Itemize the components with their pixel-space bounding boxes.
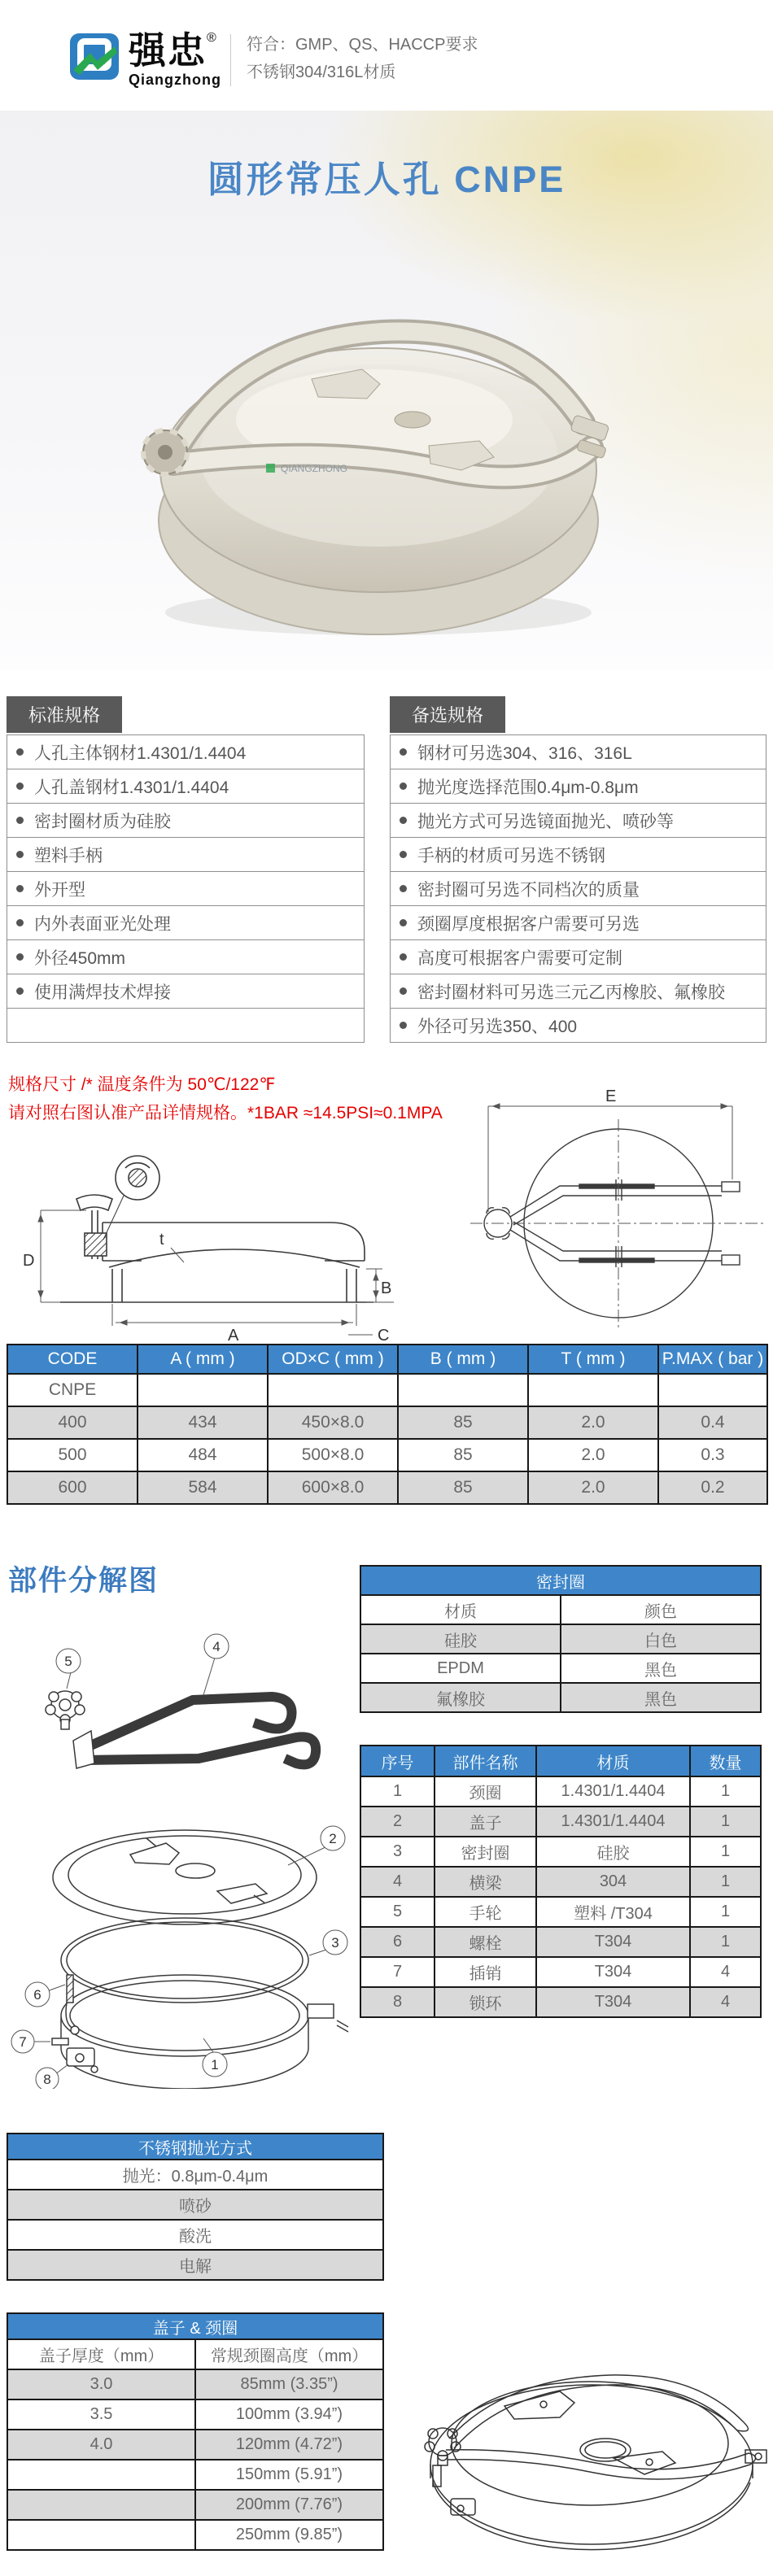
header-taglines (247, 31, 478, 86)
top-view-drawing (449, 1083, 771, 1332)
brand-name-cn: 强忠 (129, 29, 207, 72)
optional-specs-box (390, 696, 766, 1043)
cell (268, 1374, 398, 1406)
cell: 酸洗 (7, 2220, 383, 2250)
cell: 插销 (435, 1957, 536, 1987)
cell: 黑色 (561, 1683, 761, 1712)
polish-table-title: 不锈钢抛光方式 (7, 2134, 383, 2160)
cell: 电解 (7, 2250, 383, 2280)
cell (528, 1374, 658, 1406)
cell: 1.4301/1.4404 (536, 1807, 690, 1837)
cell: 密封圈 (435, 1837, 536, 1867)
spec-item (390, 837, 766, 872)
spec-item-text: 抛光度选择范围0.4μm-0.8μm (417, 778, 639, 797)
callout-3: 3 (331, 1935, 339, 1951)
cell: 250mm (9.85”) (195, 2520, 383, 2550)
spec-item (390, 769, 766, 804)
spec-item-text: 外径可另选350、400 (417, 1017, 578, 1036)
table-row (360, 1683, 761, 1712)
cell: 450×8.0 (268, 1406, 398, 1439)
cell: T304 (536, 1927, 690, 1957)
table-row (7, 2430, 383, 2460)
spec-item (7, 939, 365, 974)
table-row (360, 1624, 761, 1654)
cell: 颈圈 (435, 1776, 536, 1807)
cell: 85mm (3.35”) (195, 2369, 383, 2399)
spec-item-text: 手柄的材质可另选不锈钢 (417, 846, 605, 865)
brand-name-en: Qiangzhong (129, 72, 221, 88)
spec-item-text: 高度可根据客户需要可定制 (417, 948, 622, 968)
cell: 螺栓 (435, 1927, 536, 1957)
cell: 4 (690, 1957, 761, 1987)
cell: 434 (138, 1406, 268, 1439)
callout-2: 2 (329, 1831, 337, 1846)
callout-5: 5 (64, 1654, 72, 1669)
cell: 7 (360, 1957, 435, 1987)
spec-item (390, 803, 766, 838)
cell: 304 (536, 1867, 690, 1897)
spec-item-text: 钢材可另选304、316、316L (417, 743, 632, 763)
cell: 4 (360, 1867, 435, 1897)
col-a: A ( mm ) (138, 1345, 268, 1374)
cell: 3.5 (7, 2399, 195, 2430)
spec-item-text: 密封圈可另选不同档次的质量 (417, 880, 640, 900)
col-cover-thickness: 盖子厚度（mm） (7, 2339, 195, 2369)
cell: 100mm (3.94”) (195, 2399, 383, 2430)
cell: 氟橡胶 (360, 1683, 561, 1712)
cell: 锁环 (435, 1987, 536, 2017)
spec-item (390, 734, 766, 769)
page-header (0, 0, 773, 111)
table-row (7, 2460, 383, 2490)
cover-neck-title: 盖子 & 颈圈 (7, 2313, 383, 2339)
cell: 塑料 /T304 (536, 1897, 690, 1927)
bullet-icon (16, 782, 24, 790)
col-odc: OD×C ( mm ) (268, 1345, 398, 1374)
dimension-table-header (7, 1345, 767, 1374)
spec-item-text: 颈圈厚度根据客户需要可另选 (417, 914, 640, 934)
cell: 抛光：0.8μm-0.4μm (7, 2160, 383, 2190)
cell: T304 (536, 1987, 690, 2017)
polishing-methods-table (7, 2133, 384, 2281)
optional-specs-title: 备选规格 (390, 696, 505, 733)
cell: 500×8.0 (268, 1439, 398, 1471)
table-row (7, 2160, 383, 2190)
cell: 2.0 (528, 1471, 658, 1504)
col-t: T ( mm ) (528, 1345, 658, 1374)
seal-ring-table (360, 1565, 762, 1713)
col-material: 材质 (536, 1746, 690, 1776)
center-boss (395, 412, 430, 428)
spec-item-text: 人孔主体钢材1.4301/1.4404 (34, 743, 247, 763)
cell: 85 (398, 1439, 528, 1471)
cover-neck-table (7, 2312, 384, 2551)
cell: 2.0 (528, 1439, 658, 1471)
col-index: 序号 (360, 1746, 435, 1776)
cell: 4.0 (7, 2430, 195, 2460)
spec-item (7, 734, 365, 769)
table-row (7, 2190, 383, 2220)
bullet-icon (400, 782, 407, 790)
table-row (7, 1439, 767, 1471)
table-row (7, 2399, 383, 2430)
spec-item-text: 密封圈材料可另选三元乙丙橡胶、氟橡胶 (417, 983, 725, 1002)
cell: 1 (690, 1927, 761, 1957)
cell: 手轮 (435, 1897, 536, 1927)
standard-specs-box (7, 696, 365, 1043)
cell: 1.4301/1.4404 (536, 1776, 690, 1807)
cell: 150mm (5.91”) (195, 2460, 383, 2490)
table-row (360, 1987, 761, 2017)
cell: 3 (360, 1837, 435, 1867)
callout-1: 1 (211, 2057, 219, 2073)
table-row (7, 1374, 767, 1406)
hero-section (0, 111, 773, 670)
col-neck-height: 常规颈圈高度（mm） (195, 2339, 383, 2369)
standard-specs-title: 标准规格 (7, 696, 122, 733)
cell: 1 (690, 1867, 761, 1897)
spec-item-text: 外开型 (34, 880, 85, 900)
cell: 硅胶 (360, 1624, 561, 1654)
bullet-icon (16, 987, 24, 995)
table-row (7, 2369, 383, 2399)
table-row (360, 1595, 761, 1624)
spec-item (390, 905, 766, 940)
bullet-icon (16, 748, 24, 756)
cell: 4 (690, 1987, 761, 2017)
spec-item (7, 905, 365, 940)
table-row (7, 2220, 383, 2250)
table-row (7, 2520, 383, 2550)
exploded-view-drawing (10, 1609, 352, 2089)
cell: T304 (536, 1957, 690, 1987)
dim-label-t: t (159, 1231, 164, 1249)
callout-8: 8 (43, 2072, 51, 2087)
col-qty: 数量 (690, 1746, 761, 1776)
cell: 200mm (7.76”) (195, 2490, 383, 2520)
table-row (360, 1927, 761, 1957)
cell: 3.0 (7, 2369, 195, 2399)
cell: 0.4 (658, 1406, 767, 1439)
bullet-icon (16, 817, 24, 824)
brand-logo (68, 31, 221, 89)
cell: 白色 (561, 1624, 761, 1654)
dim-label-E: E (605, 1087, 617, 1105)
cell: 1 (360, 1776, 435, 1807)
bullet-icon (16, 919, 24, 926)
bullet-icon (400, 885, 407, 892)
handwheel (143, 430, 187, 474)
cell: 584 (138, 1471, 268, 1504)
bullet-icon (16, 953, 24, 961)
cell: 1 (690, 1776, 761, 1807)
isometric-drawing (400, 2328, 771, 2572)
cell (398, 1374, 528, 1406)
cell: 喷砂 (7, 2190, 383, 2220)
cell: 1 (690, 1897, 761, 1927)
cell: 85 (398, 1406, 528, 1439)
callout-7: 7 (19, 2034, 27, 2050)
brand-text (129, 31, 221, 89)
cell: 120mm (4.72”) (195, 2430, 383, 2460)
cell: 400 (7, 1406, 138, 1439)
cell: 材质 (360, 1595, 561, 1624)
bullet-icon (400, 1022, 407, 1029)
cell: CNPE (7, 1374, 138, 1406)
spec-item (7, 803, 365, 838)
spec-item (390, 1008, 766, 1043)
product-photo (94, 202, 663, 657)
header-divider (230, 34, 231, 86)
registered-mark: ® (207, 31, 216, 45)
bullet-icon (16, 885, 24, 892)
page-title: 圆形常压人孔 CNPE (207, 159, 566, 200)
cell: 2.0 (528, 1406, 658, 1439)
table-row (7, 1406, 767, 1439)
table-row (7, 1471, 767, 1504)
spec-item-text: 塑料手柄 (34, 846, 103, 865)
dim-label-A: A (228, 1327, 239, 1342)
bullet-icon (400, 919, 407, 926)
table-row (360, 1807, 761, 1837)
side-view-drawing (11, 1137, 394, 1342)
cell: 1 (690, 1837, 761, 1867)
bullet-icon (400, 953, 407, 961)
dim-label-D: D (23, 1252, 35, 1270)
spec-item (7, 871, 365, 906)
cell (7, 2520, 195, 2550)
spec-item-text: 抛光方式可另选镜面抛光、喷砂等 (417, 812, 674, 831)
bullet-icon (400, 817, 407, 824)
spec-item-text: 人孔盖钢材1.4301/1.4404 (34, 778, 229, 797)
table-row (7, 2339, 383, 2369)
cell: EPDM (360, 1654, 561, 1683)
spec-item (7, 974, 365, 1009)
spec-item (390, 974, 766, 1009)
bullet-icon (400, 748, 407, 756)
cell: 8 (360, 1987, 435, 2017)
cell: 黑色 (561, 1654, 761, 1683)
table-row (360, 1776, 761, 1807)
seal-table-title: 密封圈 (360, 1566, 761, 1595)
spec-item (390, 871, 766, 906)
spec-item-text: 外径450mm (34, 948, 126, 968)
parts-table-header (360, 1746, 761, 1776)
col-b: B ( mm ) (398, 1345, 528, 1374)
table-row (360, 1837, 761, 1867)
callout-4: 4 (212, 1639, 221, 1654)
table-row (360, 1654, 761, 1683)
col-code: CODE (7, 1345, 138, 1374)
spec-item-text: 内外表面亚光处理 (34, 914, 171, 934)
spec-item-text: 密封圈材质为硅胶 (34, 812, 171, 831)
cell: 颜色 (561, 1595, 761, 1624)
tagline-compliance: 符合：GMP、QS、HACCP要求 (247, 36, 478, 54)
spec-item (390, 939, 766, 974)
spec-item-empty (7, 1008, 365, 1043)
cell: 85 (398, 1471, 528, 1504)
cell: 0.2 (658, 1471, 767, 1504)
size-note-line1: 规格尺寸 /* 温度条件为 50℃/122℉ (8, 1075, 276, 1094)
cell (7, 2490, 195, 2520)
callout-6: 6 (33, 1987, 41, 2003)
dimension-table (7, 1344, 768, 1505)
table-row (360, 1957, 761, 1987)
bullet-icon (16, 851, 24, 858)
dim-label-C: C (378, 1327, 390, 1342)
cell: 6 (360, 1927, 435, 1957)
spec-item (7, 769, 365, 804)
exploded-view-heading: 部件分解图 (8, 1565, 159, 1597)
cell: 盖子 (435, 1807, 536, 1837)
cell: 2 (360, 1807, 435, 1837)
spec-item (7, 837, 365, 872)
parts-list-table (360, 1745, 762, 2018)
cell: 600×8.0 (268, 1471, 398, 1504)
cell: 484 (138, 1439, 268, 1471)
table-row (7, 2250, 383, 2280)
table-row (360, 1867, 761, 1897)
cell: 1 (690, 1807, 761, 1837)
dim-label-B: B (381, 1279, 392, 1297)
cell (138, 1374, 268, 1406)
bullet-icon (400, 987, 407, 995)
cell: 横梁 (435, 1867, 536, 1897)
table-row (360, 1897, 761, 1927)
brand-logo-icon (68, 31, 120, 83)
cell: 硅胶 (536, 1837, 690, 1867)
cell (7, 2460, 195, 2490)
col-part-name: 部件名称 (435, 1746, 536, 1776)
size-note (8, 1070, 443, 1127)
tagline-material: 不锈钢304/316L材质 (247, 63, 396, 81)
spec-item-text: 使用满焊技术焊接 (34, 983, 171, 1002)
watermark-text: QIANGZHONG (281, 463, 348, 474)
bullet-icon (400, 851, 407, 858)
size-note-line2: 请对照右图认准产品详情规格。*1BAR ≈14.5PSI≈0.1MPA (8, 1104, 443, 1122)
cell: 0.3 (658, 1439, 767, 1471)
cell (658, 1374, 767, 1406)
cell: 5 (360, 1897, 435, 1927)
col-pmax: P.MAX ( bar ) (658, 1345, 767, 1374)
cell: 500 (7, 1439, 138, 1471)
table-row (7, 2490, 383, 2520)
cell: 600 (7, 1471, 138, 1504)
